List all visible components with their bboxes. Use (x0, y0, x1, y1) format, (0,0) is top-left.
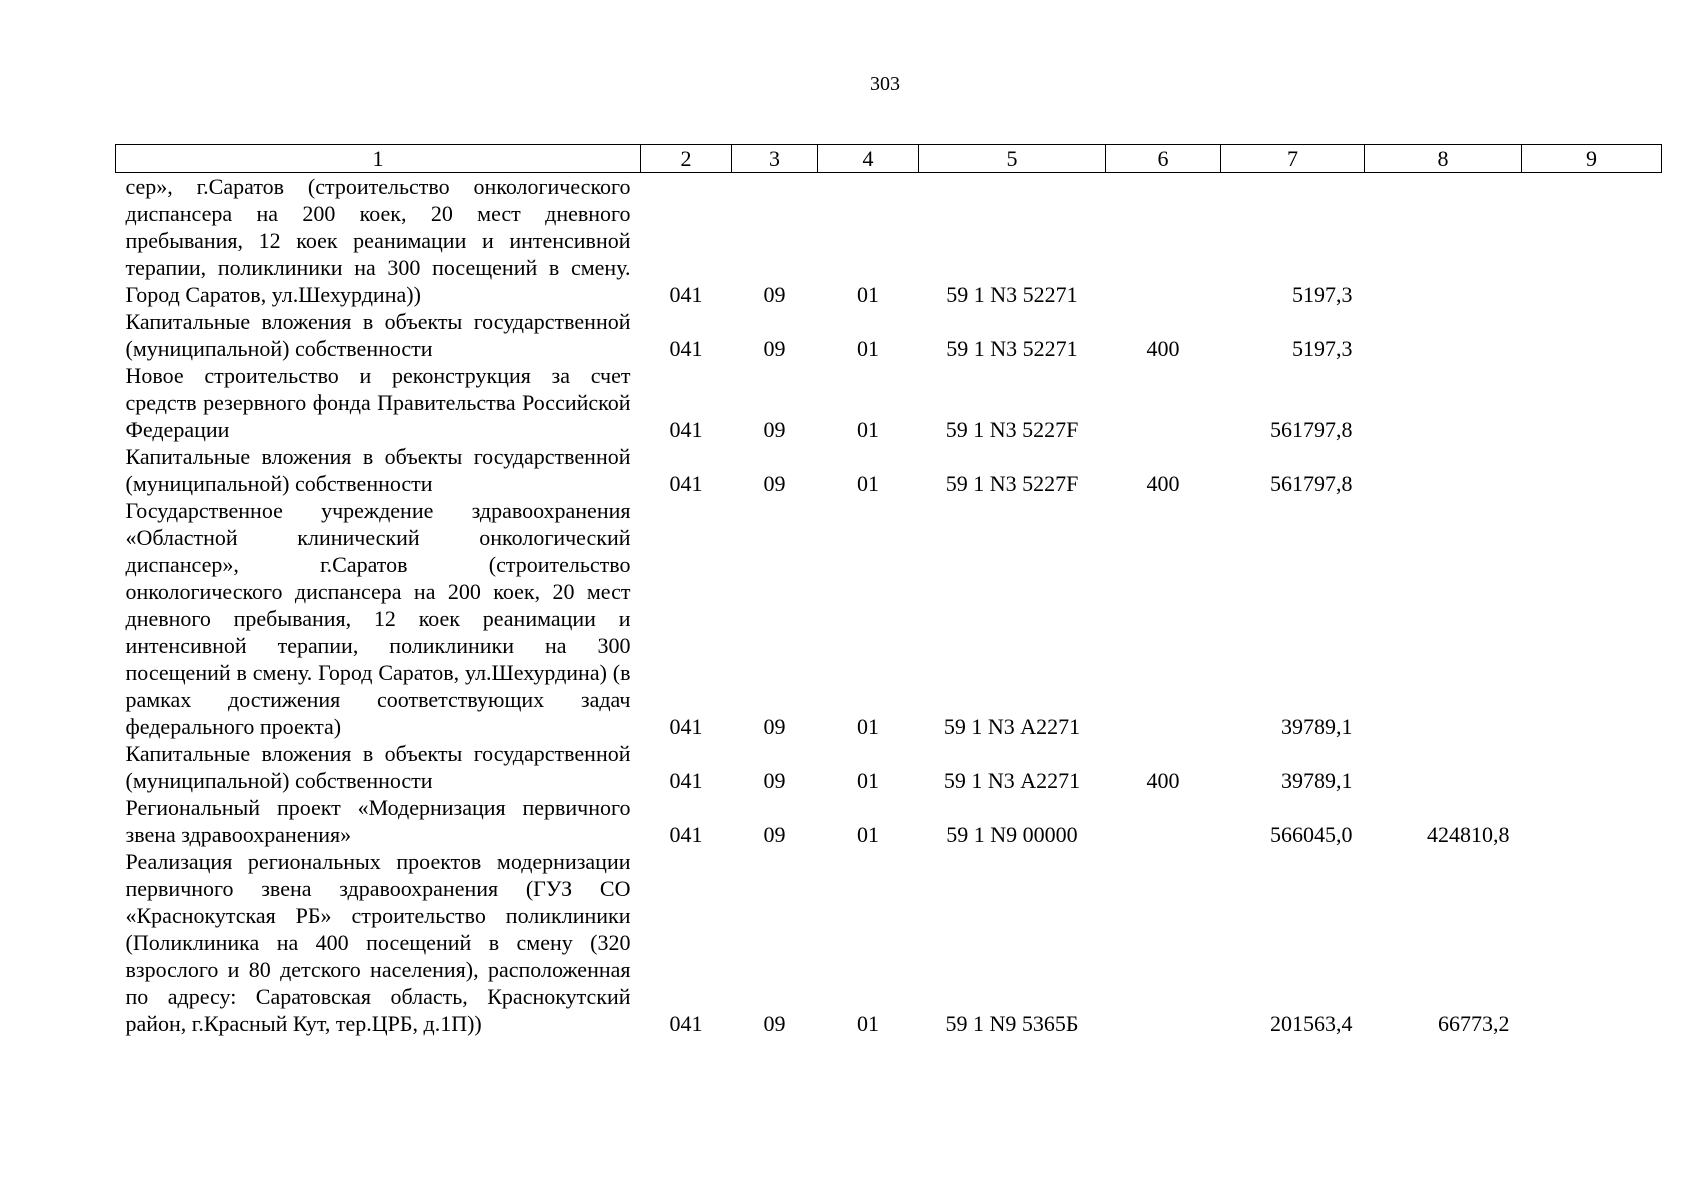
row-expense-type (1106, 794, 1221, 848)
row-target-code: 59 1 N9 00000 (946, 822, 1078, 847)
row-target-code: 59 1 N3 52271 (946, 336, 1078, 361)
row-expense-type (1106, 362, 1221, 443)
row-section-code: 09 (763, 768, 786, 793)
row-sum: 201563,4 (1270, 1011, 1353, 1036)
row-expense-type: 400 (1146, 471, 1180, 496)
row-sum: 561797,8 (1270, 471, 1353, 496)
row-col8 (1365, 740, 1522, 794)
column-header-9: 9 (1522, 145, 1662, 173)
row-col8 (1365, 308, 1522, 362)
table-row (116, 740, 1662, 794)
header-row (116, 145, 1662, 173)
row-col8 (1365, 443, 1522, 497)
row-name: Региональный проект «Модернизация первичного звена здравоохранения» (125, 795, 631, 847)
row-subsection-code: 01 (857, 417, 879, 442)
row-col9 (1522, 794, 1662, 848)
budget-table (115, 144, 1662, 1037)
page-number: 303 (870, 73, 900, 95)
row-target-code: 59 1 N3 5227F (945, 417, 1079, 442)
row-name: Реализация региональных проектов модернизации первичного звена здравоохранения (ГУЗ СО «Краснокутская РБ» строительство поликлиники (Поликлиника на 400 посещений в смену (320 взрослого и 80 детского населения), расположенная по адресу: Саратовская область, Краснокутский район, г.Красный Кут, тер.ЦРБ, д.1П)) (125, 849, 631, 1036)
row-col8 (1365, 173, 1522, 309)
row-subsection-code: 01 (857, 336, 879, 361)
row-col9 (1522, 740, 1662, 794)
row-name: Капитальные вложения в объекты государственной (муниципальной) собственности (125, 741, 631, 793)
column-header-8: 8 (1365, 145, 1522, 173)
row-col9 (1522, 308, 1662, 362)
row-ministry-code: 041 (669, 714, 703, 739)
row-subsection-code: 01 (857, 471, 879, 496)
row-section-code: 09 (763, 822, 786, 847)
column-header-7: 7 (1221, 145, 1365, 173)
row-section-code: 09 (763, 714, 786, 739)
row-col9 (1522, 362, 1662, 443)
row-section-code: 09 (763, 336, 786, 361)
column-header-1: 1 (116, 145, 641, 173)
row-subsection-code: 01 (857, 714, 879, 739)
row-sum: 5197,3 (1292, 282, 1353, 307)
row-col9 (1522, 848, 1662, 1037)
row-col9 (1522, 173, 1662, 309)
row-target-code: 59 1 N3 А2271 (943, 768, 1081, 793)
column-header-5: 5 (919, 145, 1106, 173)
row-sum: 561797,8 (1270, 417, 1353, 442)
row-section-code: 09 (763, 1011, 786, 1036)
column-header-3: 3 (732, 145, 818, 173)
row-ministry-code: 041 (669, 768, 703, 793)
row-subsection-code: 01 (857, 1011, 879, 1036)
row-ministry-code: 041 (669, 822, 703, 847)
row-sum: 566045,0 (1270, 822, 1353, 847)
row-ministry-code: 041 (669, 336, 703, 361)
row-expense-type: 400 (1146, 768, 1180, 793)
row-col8 (1365, 497, 1522, 740)
row-col9 (1522, 443, 1662, 497)
row-subsection-code: 01 (857, 282, 879, 307)
row-expense-type: 400 (1146, 336, 1180, 361)
table-row (116, 443, 1662, 497)
table-row (116, 794, 1662, 848)
row-col9 (1522, 497, 1662, 740)
row-target-code: 59 1 N3 5227F (945, 471, 1079, 496)
row-name: сер», г.Саратов (строительство онкологического диспансера на 200 коек, 20 мест дневного пребывания, 12 коек реанимации и интенсивной терапии, поликлиники на 300 посещений в смену. Город Саратов, ул.Шехурдина)) (125, 174, 631, 307)
row-sum: 39789,1 (1281, 714, 1353, 739)
table-row (116, 173, 1662, 309)
row-ministry-code: 041 (669, 1011, 703, 1036)
table-header (116, 145, 1662, 173)
row-ministry-code: 041 (669, 282, 703, 307)
row-target-code: 59 1 N9 5365Б (945, 1011, 1079, 1036)
table-row (116, 848, 1662, 1037)
table-row (116, 308, 1662, 362)
column-header-6: 6 (1106, 145, 1221, 173)
row-col8: 424810,8 (1427, 822, 1510, 847)
column-header-4: 4 (818, 145, 919, 173)
row-name: Государственное учреждение здравоохранения «Областной клинический онкологический диспансер», г.Саратов (строительство онкологического диспансера на 200 коек, 20 мест дневного пребывания, 12 коек реанимации и интенсивной терапии, поликлиники на 300 посещений в смену. Город Саратов, ул.Шехурдина) (в рамках достижения соответствующих задач федерального проекта) (125, 498, 631, 739)
row-target-code: 59 1 N3 52271 (946, 282, 1078, 307)
row-subsection-code: 01 (857, 768, 879, 793)
row-sum: 39789,1 (1281, 768, 1353, 793)
row-name: Капитальные вложения в объекты государственной (муниципальной) собственности (125, 444, 631, 496)
row-col8 (1365, 362, 1522, 443)
column-header-2: 2 (641, 145, 732, 173)
row-expense-type (1106, 173, 1221, 309)
row-col8: 66773,2 (1438, 1011, 1510, 1036)
row-name: Новое строительство и реконструкция за счет средств резервного фонда Правительства Российской Федерации (125, 363, 631, 442)
row-section-code: 09 (763, 471, 786, 496)
row-ministry-code: 041 (669, 417, 703, 442)
row-subsection-code: 01 (857, 822, 879, 847)
table-body (116, 173, 1662, 1038)
row-ministry-code: 041 (669, 471, 703, 496)
row-name: Капитальные вложения в объекты государственной (муниципальной) собственности (125, 309, 631, 361)
row-section-code: 09 (763, 417, 786, 442)
table-row (116, 362, 1662, 443)
row-sum: 5197,3 (1292, 336, 1353, 361)
row-expense-type (1106, 848, 1221, 1037)
row-target-code: 59 1 N3 А2271 (943, 714, 1081, 739)
table-row (116, 497, 1662, 740)
row-section-code: 09 (763, 282, 786, 307)
row-expense-type (1106, 497, 1221, 740)
